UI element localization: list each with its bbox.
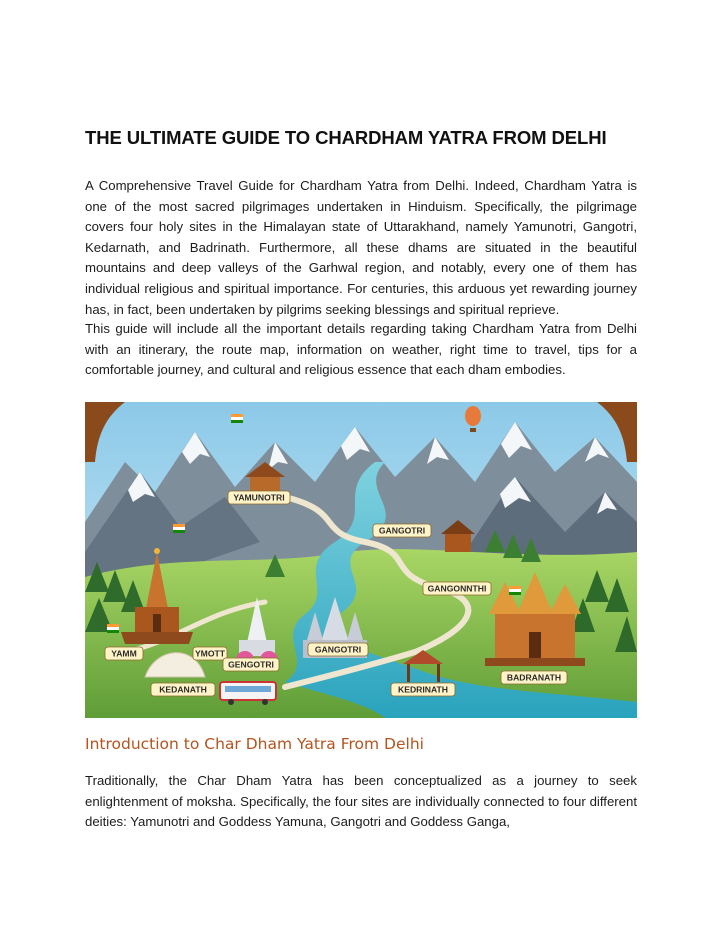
svg-text:KEDANATH: KEDANATH (159, 684, 207, 695)
label-kedanath (151, 683, 215, 696)
svg-text:KEDRINATH: KEDRINATH (398, 684, 448, 695)
section-heading: Introduction to Char Dham Yatra From Delhi (85, 735, 424, 753)
label-ymott (193, 647, 227, 660)
document-title: THE ULTIMATE GUIDE TO CHARDHAM YATRA FROM DELHI (85, 127, 607, 148)
intro-paragraph: A Comprehensive Travel Guide for Chardham Yatra from Delhi. Indeed, Chardham Yatra is one of the most sacred pilgrimages undertaken in Hinduism. Specifically, the pilgrimage covers four holy sites in the Himalayan state of Uttarakhand, namely Yamunotri, Gangotri, Kedarnath, and Badrinath. Furthermore, all these dhams are situated in the beautiful mountains and deep valleys of the Garhwal region, and notably, every one of them has individual religious and spiritual importance. For centuries, this arduous yet rewarding journey has, in fact, been undertaken by pilgrims seeking blessings and spiritual reprieve. (85, 178, 637, 317)
svg-text:GENGOTRI: GENGOTRI (228, 659, 274, 670)
label-yamunotri (228, 491, 290, 504)
label-gengotri (223, 658, 279, 671)
svg-text:YAMM: YAMM (111, 648, 137, 659)
label-gangonnthi (423, 582, 491, 595)
label-gangotri-top (373, 524, 431, 537)
svg-text:BADRANATH: BADRANATH (506, 672, 562, 683)
section-paragraph: Traditionally, the Char Dham Yatra has been conceptualized as a journey to seek enlightenment of moksha. Specifically, the four sites are individually connected to four different deities: Yamunotri and Goddess Yamuna, Gangotri and Goddess Ganga, (85, 773, 637, 830)
label-yamm (105, 647, 143, 660)
svg-text:YMOTT: YMOTT (194, 648, 226, 659)
guide-paragraph: This guide will include all the important details regarding taking Chardham Yatra from Delhi with an itinerary, the route map, information on weather, right time to travel, tips for a comfortable journey, and cultural and religious essence that each dham embodies. (85, 321, 637, 378)
label-badranath (501, 671, 567, 684)
svg-text:GANGOTRI: GANGOTRI (314, 644, 362, 655)
chardham-illustrated-map (85, 402, 637, 718)
svg-text:YAMUNOTRI: YAMUNOTRI (233, 492, 285, 503)
svg-text:GANGONNTHI: GANGONNTHI (427, 583, 487, 594)
label-kedrinath (391, 683, 455, 696)
label-gangotri-center (308, 643, 368, 656)
svg-text:GANGOTRI: GANGOTRI (378, 525, 426, 536)
